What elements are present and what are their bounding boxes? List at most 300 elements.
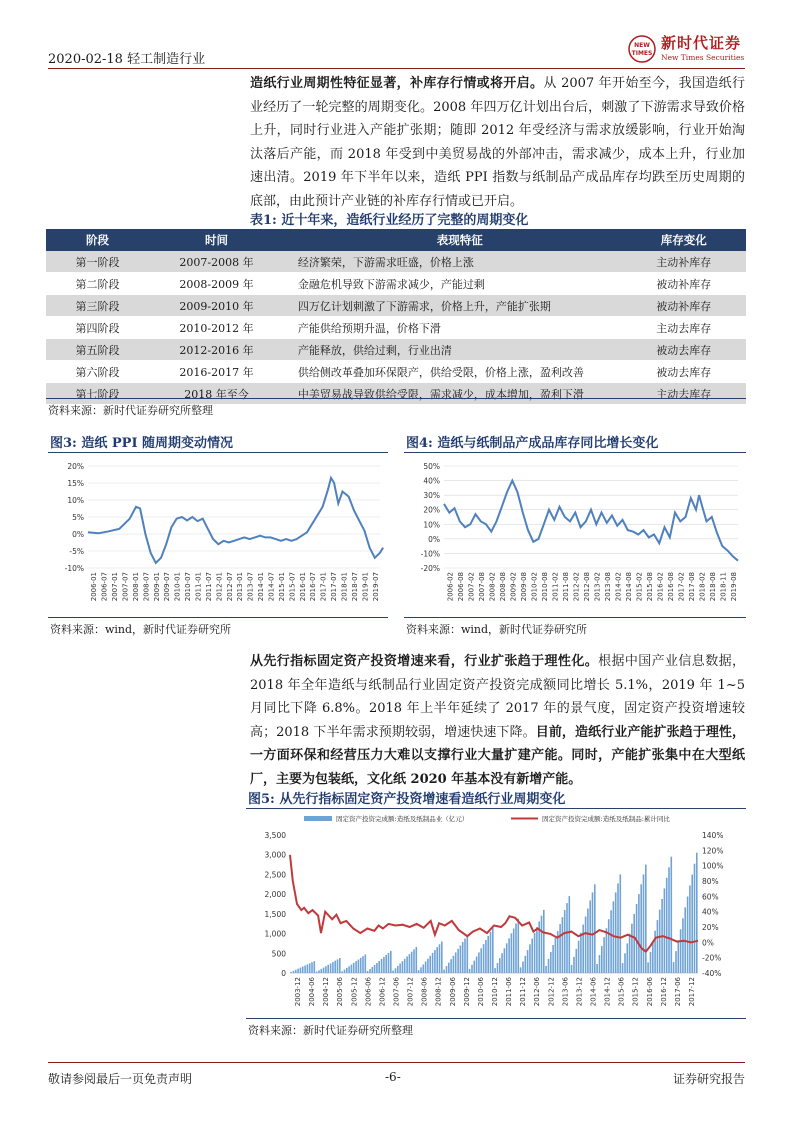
investment-bar — [541, 916, 543, 973]
y-tick-label: -10% — [420, 549, 440, 559]
investment-bar — [476, 957, 478, 974]
header-divider — [48, 68, 745, 69]
investment-bar — [367, 971, 369, 973]
table1-caption: 表1: 近十年来，造纸行业经历了完整的周期变化 — [250, 213, 529, 228]
x-tick-label: 2008-06 — [420, 977, 429, 1007]
logo-en-text: New Times Securities — [661, 53, 745, 62]
investment-bar — [689, 886, 691, 974]
investment-chart — [246, 810, 746, 1017]
table-cell: 中美贸易战导致供给受限，需求减少，成本增加，盈利下滑 — [284, 383, 622, 405]
investment-bar — [518, 919, 520, 973]
investment-bar — [397, 966, 399, 973]
y-left-tick-label: 2,500 — [264, 870, 286, 880]
investment-bar — [374, 965, 376, 973]
investment-bar — [675, 951, 677, 973]
x-tick-label: 2011-08 — [561, 572, 570, 602]
investment-bar — [576, 949, 578, 973]
x-tick-label: 2012-01 — [215, 572, 224, 602]
x-tick-label: 2011-02 — [551, 572, 560, 602]
investment-bar — [385, 955, 387, 973]
investment-bar — [578, 941, 580, 973]
x-tick-label: 2010-01 — [173, 572, 182, 602]
legend-line-label: 固定资产投资完成额:造纸及纸制品:累计同比 — [542, 815, 670, 823]
investment-bar — [487, 936, 489, 973]
investment-bar — [548, 959, 550, 973]
y-right-tick-label: 40% — [702, 907, 719, 917]
x-tick-label: 2006-02 — [446, 572, 455, 602]
investment-bar — [638, 894, 640, 973]
investment-bar — [460, 946, 462, 974]
investment-bar — [302, 967, 304, 974]
investment-bar — [293, 971, 295, 973]
table-cell: 第五阶段 — [46, 339, 149, 361]
investment-bar — [383, 957, 385, 973]
investment-bar — [434, 950, 436, 973]
y-right-tick-label: 0% — [702, 938, 714, 948]
series-line — [444, 481, 738, 561]
investment-bar — [402, 961, 404, 973]
y-tick-label: 40% — [423, 476, 440, 486]
y-right-tick-label: 60% — [702, 892, 719, 902]
table-row — [46, 273, 746, 295]
investment-bar — [392, 971, 394, 973]
y-left-tick-label: 2,000 — [264, 890, 286, 900]
x-tick-label: 2007-02 — [467, 572, 476, 602]
x-tick-label: 2018-11 — [719, 572, 728, 602]
x-tick-label: 2007-12 — [406, 977, 415, 1007]
investment-bar — [448, 963, 450, 973]
investment-bar — [501, 953, 503, 973]
investment-bar — [666, 878, 668, 973]
y-right-tick-label: 80% — [702, 877, 719, 886]
table-cell: 被动去库存 — [622, 339, 746, 361]
investment-bar — [323, 968, 325, 973]
investment-bar — [388, 953, 390, 973]
x-tick-label: 2014-08 — [624, 572, 633, 602]
investment-bar — [599, 955, 601, 973]
investment-bar — [399, 964, 401, 974]
investment-bar — [606, 928, 608, 973]
investment-bar — [550, 952, 552, 973]
legend-bar-label: 固定资产投资完成额:造纸及纸制品业（亿元） — [336, 815, 469, 823]
table-bottom-rule — [46, 398, 746, 399]
ppi-chart — [48, 456, 388, 616]
x-tick-label: 2007-08 — [477, 572, 486, 602]
x-tick-label: 2004-12 — [322, 977, 331, 1007]
y-tick-label: 50% — [423, 462, 440, 471]
investment-bar — [471, 965, 473, 973]
y-tick-label: -10% — [64, 564, 84, 573]
figure3-source: 资料来源：wind，新时代证券研究所 — [50, 623, 232, 636]
investment-bar — [671, 857, 673, 973]
investment-bar — [696, 853, 698, 973]
investment-bar — [358, 960, 360, 974]
x-tick-label: 2017-12 — [687, 977, 696, 1007]
x-tick-label: 2006-01 — [90, 572, 99, 602]
x-tick-label: 2003-12 — [294, 977, 303, 1007]
investment-bar — [580, 933, 582, 973]
figure4-source: 资料来源：wind，新时代证券研究所 — [406, 623, 588, 636]
investment-bar — [490, 932, 492, 973]
investment-bar — [640, 884, 642, 973]
investment-bar — [620, 874, 622, 973]
figure4-bottom-rule — [404, 617, 746, 618]
logo-cn-text: 新时代证券 — [661, 34, 742, 52]
investment-bar — [627, 943, 629, 973]
x-tick-label: 2013-08 — [603, 572, 612, 602]
table-header-features: 表现特征 — [284, 229, 622, 251]
x-tick-label: 2011-07 — [204, 572, 213, 602]
paragraph-cycle-lead: 造纸行业周期性特征显著，补库存行情或将开启。 — [250, 76, 544, 91]
investment-bar — [327, 965, 329, 973]
investment-bar — [297, 969, 299, 973]
cycle-table — [46, 229, 746, 405]
y-tick-label: 20% — [423, 505, 440, 515]
investment-bar — [462, 942, 464, 973]
investment-bar — [478, 952, 480, 973]
x-tick-label: 2015-02 — [635, 572, 644, 602]
investment-bar — [552, 945, 554, 973]
investment-bar — [409, 954, 411, 973]
investment-bar — [321, 969, 323, 973]
investment-bar — [529, 944, 531, 973]
figure3-caption: 图3: 造纸 PPI 随周期变动情况 — [50, 436, 234, 451]
investment-bar — [545, 966, 547, 973]
paragraph-investment — [250, 650, 745, 791]
investment-bar — [569, 896, 571, 973]
x-tick-label: 2017-07 — [330, 572, 339, 602]
inventory-chart — [404, 456, 746, 616]
investment-bar — [694, 864, 696, 973]
x-tick-label: 2014-02 — [614, 572, 623, 602]
x-tick-label: 2012-02 — [572, 572, 581, 602]
x-tick-label: 2015-12 — [631, 977, 640, 1007]
investment-bar — [525, 956, 527, 973]
investment-bar — [657, 920, 659, 973]
investment-bar — [304, 966, 306, 974]
investment-bar — [318, 970, 320, 973]
table-cell: 2008-2009 年 — [149, 273, 284, 295]
x-tick-label: 2018-01 — [340, 572, 349, 602]
x-tick-label: 2018-08 — [708, 572, 717, 602]
table-cell: 第二阶段 — [46, 273, 149, 295]
footer-divider — [48, 1062, 745, 1063]
investment-bar — [633, 914, 635, 973]
investment-bar — [457, 949, 459, 973]
investment-bar — [494, 968, 496, 973]
investment-bar — [573, 957, 575, 973]
x-tick-label: 2016-07 — [309, 572, 318, 602]
investment-bar — [483, 944, 485, 973]
investment-bar — [650, 952, 652, 973]
table1-source: 资料来源：新时代证券研究所整理 — [48, 404, 213, 417]
table-cell: 主动补库存 — [622, 251, 746, 273]
y-right-tick-label: 20% — [702, 923, 719, 932]
investment-bar — [464, 939, 466, 973]
investment-bar — [441, 942, 443, 974]
investment-bar — [314, 961, 316, 973]
y-left-tick-label: 1,000 — [264, 929, 286, 939]
investment-bar — [369, 969, 371, 973]
x-tick-label: 2010-06 — [476, 977, 485, 1007]
x-tick-label: 2006-06 — [364, 977, 373, 1007]
investment-bar — [360, 958, 362, 973]
x-tick-label: 2015-07 — [288, 572, 297, 602]
table-cell: 第六阶段 — [46, 361, 149, 383]
investment-bar — [624, 953, 626, 973]
y-tick-label: 15% — [67, 479, 84, 488]
investment-bar — [631, 924, 633, 973]
investment-bar — [339, 958, 341, 973]
x-tick-label: 2006-07 — [100, 572, 109, 602]
investment-bar — [522, 962, 524, 974]
investment-bar — [680, 929, 682, 973]
table-cell: 2012-2016 年 — [149, 339, 284, 361]
svg-text:NEW: NEW — [634, 42, 650, 49]
y-tick-label: -5% — [69, 547, 84, 556]
investment-bar — [601, 946, 603, 973]
x-tick-label: 2015-01 — [277, 572, 286, 602]
figure5-top-rule — [246, 808, 746, 809]
y-tick-label: 0% — [428, 534, 440, 544]
paragraph-investment-body: 根据中国产业信息数据，2018 年全年造纸与纸制品行业固定资产投资完成额同比增长 5.1%，2019 年 1~5 月同比下降 6.8%。2018 年上半年延续了 2017 年的景气度，固定资产投资增速较高；2018 下半年需求预期较弱，增速快速下降。 — [250, 654, 745, 740]
x-tick-label: 2019-01 — [361, 572, 370, 602]
y-left-tick-label: 0 — [281, 969, 286, 978]
x-tick-label: 2009-07 — [163, 572, 172, 602]
investment-bar — [678, 940, 680, 973]
investment-bar — [337, 959, 339, 973]
x-tick-label: 2006-12 — [378, 977, 387, 1007]
investment-bar — [425, 962, 427, 974]
investment-bar — [446, 966, 448, 973]
table-cell: 第一阶段 — [46, 251, 149, 273]
x-tick-label: 2018-07 — [350, 572, 359, 602]
investment-bar — [531, 939, 533, 973]
figure4-top-rule — [404, 452, 746, 453]
y-left-tick-label: 500 — [271, 949, 286, 959]
investment-bar — [346, 968, 348, 973]
investment-bar — [353, 963, 355, 973]
table-cell: 2016-2017 年 — [149, 361, 284, 383]
investment-bar — [668, 867, 670, 973]
investment-bar — [309, 963, 311, 973]
investment-bar — [300, 968, 302, 973]
table-header-stage: 阶段 — [46, 229, 149, 251]
table-cell: 被动补库存 — [622, 295, 746, 317]
investment-bar — [652, 941, 654, 973]
paragraph-investment-conclusion: 目前，造纸行业产能扩张趋于理性，一方面环保和经营压力大难以支撑行业大量扩建产能。同时，产能扩张集中在大型纸厂，主要为包装纸，文化纸 2020 年基本没有新增产能。 — [250, 724, 745, 787]
table-cell: 第三阶段 — [46, 295, 149, 317]
y-tick-label: 20% — [67, 462, 84, 471]
x-tick-label: 2016-08 — [666, 572, 675, 602]
figure3-bottom-rule — [48, 617, 388, 618]
investment-bar — [290, 972, 292, 973]
investment-bar — [589, 900, 591, 973]
investment-bar — [596, 964, 598, 973]
footer-disclaimer: 敬请参阅最后一页免责声明 — [48, 1072, 193, 1086]
x-tick-label: 2017-06 — [673, 977, 682, 1007]
investment-bar — [341, 971, 343, 973]
y-right-tick-label: 140% — [702, 831, 724, 840]
investment-bar — [474, 961, 476, 973]
investment-bar — [443, 970, 445, 973]
x-tick-label: 2006-08 — [456, 572, 465, 602]
investment-bar — [295, 970, 297, 973]
investment-bar — [429, 956, 431, 973]
investment-bar — [499, 958, 501, 973]
investment-bar — [372, 967, 374, 973]
investment-bar — [587, 909, 589, 974]
investment-bar — [534, 933, 536, 973]
investment-bar — [404, 959, 406, 973]
investment-bar — [420, 967, 422, 973]
investment-bar — [413, 949, 415, 973]
investment-bar — [311, 962, 313, 973]
x-tick-label: 2013-02 — [593, 572, 602, 602]
x-tick-label: 2018-02 — [698, 572, 707, 602]
x-tick-label: 2008-12 — [434, 977, 443, 1007]
x-tick-label: 2007-01 — [111, 572, 120, 602]
x-tick-label: 2019-08 — [729, 572, 738, 602]
investment-bar — [629, 934, 631, 973]
investment-bar — [687, 897, 689, 974]
header-date-industry: 2020-02-18 轻工制造行业 — [48, 52, 206, 67]
table-header-row — [46, 229, 746, 251]
y-left-tick-label: 3,500 — [264, 831, 286, 840]
x-tick-label: 2011-01 — [194, 572, 203, 602]
investment-bar — [673, 962, 675, 973]
x-tick-label: 2007-07 — [121, 572, 130, 602]
x-tick-label: 2016-12 — [659, 977, 668, 1007]
x-tick-label: 2010-07 — [184, 572, 193, 602]
series-line — [88, 478, 383, 563]
investment-bar — [427, 959, 429, 973]
investment-bar — [559, 924, 561, 973]
figure4-caption: 图4: 造纸与纸制品产成品库存同比增长变化 — [406, 436, 659, 451]
investment-bar — [543, 910, 545, 973]
investment-bar — [513, 929, 515, 974]
investment-bar — [381, 959, 383, 973]
table-cell: 2010-2012 年 — [149, 317, 284, 339]
x-tick-label: 2012-07 — [225, 572, 234, 602]
investment-bar — [485, 940, 487, 973]
investment-bar — [536, 927, 538, 973]
investment-bar — [520, 967, 522, 973]
investment-bar — [691, 875, 693, 973]
investment-bar — [467, 935, 469, 973]
y-tick-label: 30% — [423, 491, 440, 501]
x-tick-label: 2008-08 — [498, 572, 507, 602]
x-tick-label: 2015-08 — [645, 572, 654, 602]
y-right-tick-label: 120% — [702, 846, 724, 856]
investment-bar — [622, 963, 624, 973]
y-tick-label: 0% — [72, 530, 84, 539]
investment-bar — [527, 950, 529, 973]
paragraph-cycle-body: 从 2007 年开始至今，我国造纸行业经历了一轮完整的周期变化。2008 年四万亿计划出台后，刺激了下游需求导致价格上升，同时行业进入产能扩张期；随即 2012 年受经济与需求放缓影响，行业开始淘汰落后产能，而 2018 年受到中美贸易战的外部冲击，需求减少，成本上升，行业加速出清。2019 年下半年以来，造纸 PPI 指数与纸制品产成品库存均跌至历史周期的底部，由此预计产业链的补库存行情或已开启。 — [250, 76, 745, 209]
x-tick-label: 2013-01 — [236, 572, 245, 602]
table-cell: 主动去库存 — [622, 383, 746, 405]
investment-bar — [617, 883, 619, 973]
investment-bar — [615, 892, 617, 973]
table-row — [46, 295, 746, 317]
table-cell: 被动去库存 — [622, 361, 746, 383]
x-tick-label: 2008-01 — [131, 572, 140, 602]
investment-bar — [432, 953, 434, 973]
x-tick-label: 2014-01 — [257, 572, 266, 602]
investment-bar — [416, 947, 418, 973]
table-cell: 四万亿计划刺激了下游需求，价格上升，产能扩张期 — [284, 295, 622, 317]
investment-bar — [348, 966, 350, 973]
investment-bar — [450, 959, 452, 973]
x-tick-label: 2010-08 — [540, 572, 549, 602]
x-tick-label: 2016-02 — [656, 572, 665, 602]
investment-bar — [497, 963, 499, 973]
investment-bar — [423, 964, 425, 973]
investment-bar — [511, 933, 513, 973]
x-tick-label: 2010-02 — [530, 572, 539, 602]
investment-bar — [608, 919, 610, 973]
figure3-top-rule — [48, 452, 388, 453]
investment-bar — [682, 918, 684, 973]
table-cell: 经济繁荣，下游需求旺盛，价格上涨 — [284, 251, 622, 273]
paragraph-investment-lead: 从先行指标固定资产投资增速来看，行业扩张趋于理性化。 — [250, 654, 599, 669]
x-tick-label: 2012-08 — [582, 572, 591, 602]
investment-bar — [603, 937, 605, 973]
investment-bar — [406, 956, 408, 973]
x-tick-label: 2008-02 — [488, 572, 497, 602]
y-tick-label: 10% — [67, 496, 84, 505]
table-header-inventory: 库存变化 — [622, 229, 746, 251]
table-cell: 第七阶段 — [46, 383, 149, 405]
investment-bar — [592, 892, 594, 973]
investment-bar — [376, 963, 378, 973]
table-cell: 2018 年至今 — [149, 383, 284, 405]
table-cell: 主动去库存 — [622, 317, 746, 339]
y-tick-label: 5% — [72, 513, 84, 522]
figure5-source: 资料来源：新时代证券研究所整理 — [248, 1024, 413, 1037]
x-tick-label: 2012-12 — [547, 977, 556, 1007]
investment-bar — [555, 938, 557, 973]
table-cell: 被动补库存 — [622, 273, 746, 295]
investment-bar — [562, 917, 564, 973]
investment-bar — [395, 968, 397, 973]
table-cell: 供给侧改革叠加环保限产，供给受限，价格上涨，盈利改善 — [284, 361, 622, 383]
investment-bar — [344, 970, 346, 973]
x-tick-label: 2013-12 — [575, 977, 584, 1007]
x-tick-label: 2009-12 — [462, 977, 471, 1007]
x-tick-label: 2011-12 — [519, 977, 528, 1007]
x-tick-label: 2007-06 — [392, 977, 401, 1007]
x-tick-label: 2012-06 — [533, 977, 542, 1007]
investment-bar — [418, 970, 420, 973]
investment-bar — [594, 884, 596, 973]
investment-bar — [455, 952, 457, 973]
investment-bar — [564, 910, 566, 973]
x-tick-label: 2014-06 — [589, 977, 598, 1007]
x-tick-label: 2015-06 — [617, 977, 626, 1007]
y-tick-label: 10% — [423, 520, 440, 530]
investment-bar — [571, 965, 573, 973]
investment-bar — [436, 947, 438, 973]
investment-bar — [480, 948, 482, 973]
investment-bar — [610, 910, 612, 973]
figure5-bottom-rule — [246, 1018, 746, 1019]
table-header-period: 时间 — [149, 229, 284, 251]
x-tick-label: 2014-12 — [603, 977, 612, 1007]
investment-bar — [355, 961, 357, 973]
investment-bar — [659, 910, 661, 973]
investment-bar — [566, 903, 568, 973]
